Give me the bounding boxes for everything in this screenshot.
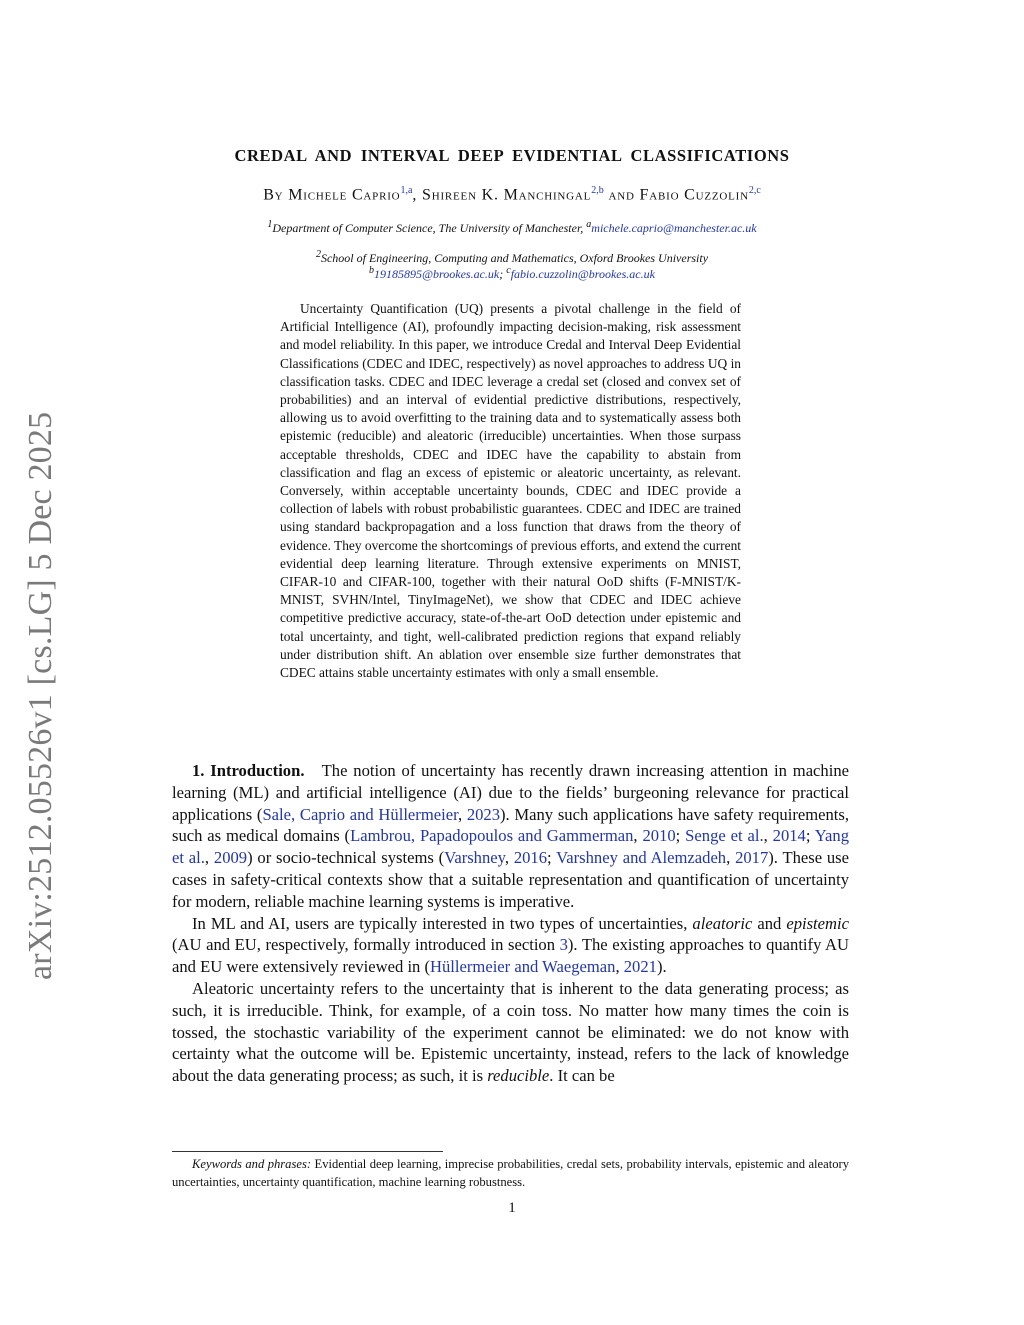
author-line: By Michele Caprio$^{1,a}$, Shireen K. Manchingal$^{2,b}$ and Fabio Cuzzolin$^{2,c}$ bbox=[263, 185, 761, 204]
citation-year-link[interactable]: 2009 bbox=[213, 848, 248, 868]
author-caprio: Michele Caprio bbox=[288, 186, 401, 204]
keywords-footnote: Keywords and phrases: Evidential deep learning, imprecise probabilities, credal sets, probability intervals, epistemic and aleatory uncertainties, uncertainty quantification, machine learning robustness. bbox=[172, 1157, 849, 1189]
citation-link[interactable]: Senge et al. bbox=[685, 826, 764, 846]
email-manchingal-link[interactable]: 19185895@brookes.ac.uk bbox=[374, 267, 500, 281]
citation-link[interactable]: Hüllermeier and Waegeman bbox=[430, 957, 616, 977]
citation-link[interactable]: Varshney bbox=[444, 848, 505, 868]
citation-year-link[interactable]: 2016 bbox=[513, 848, 548, 868]
affiliation-1: $^1$Department of Computer Science, The University of Manchester, $^a$michele.caprio@manchester.ac.uk bbox=[267, 219, 757, 235]
email-caprio-link[interactable]: michele.caprio@manchester.ac.uk bbox=[591, 221, 757, 235]
affiliation-2-emails: $^b$19185895@brookes.ac.uk; $^c$fabio.cuzzolin@brookes.ac.uk bbox=[369, 265, 655, 281]
citation-year-link[interactable]: 2014 bbox=[772, 826, 806, 846]
author-manchingal: Shireen K. Manchingal bbox=[422, 186, 592, 204]
intro-paragraph-2: In ML and AI, users are typically interested in two types of uncertainties, aleatoric and epistemic (AU and EU, respectively, formally introduced in section 3). The existing approaches to quantify AU and EU were extensively reviewed in (Hüllermeier and Waegeman, 2021). bbox=[172, 913, 849, 977]
citation-year-link[interactable]: 2023 bbox=[466, 804, 500, 824]
intro-paragraph-1: 1. Introduction. The notion of uncertainty has recently drawn increasing attention in machine learning (ML) and artificial intelligence (AI) due to the fields’ burgeoning relevance for practical applications (Sale, Caprio and Hüllermeier, 2023). Many such applications have safety requirements, such as medical domains (Lambrou, Papadopoulos and Gammerman, 2010; Senge et al., 2014; Yang et al., 2009) or socio-technical systems (Varshney, 2016; Varshney and Alemzadeh, 2017). These use cases in safety-critical contexts show that a suitable representation and quantification of uncertainty for modern, reliable machine learning systems is imperative. bbox=[172, 761, 850, 911]
paper-title: CREDAL AND INTERVAL DEEP EVIDENTIAL CLASSIFICATIONS bbox=[234, 146, 790, 165]
footnote-divider bbox=[172, 1151, 443, 1152]
arxiv-watermark: arXiv:2512.05526v1 [cs.LG] 5 Dec 2025 bbox=[22, 411, 59, 980]
citation-link[interactable]: Sale, Caprio and Hüllermeier bbox=[262, 804, 458, 824]
citation-year-link[interactable]: 2010 bbox=[642, 826, 676, 846]
citation-link[interactable]: Lambrou, Papadopoulos and Gammerman bbox=[350, 826, 634, 846]
introduction-section bbox=[172, 760, 849, 1087]
email-cuzzolin-link[interactable]: fabio.cuzzolin@brookes.ac.uk bbox=[510, 267, 655, 281]
section-heading: 1. Introduction. bbox=[192, 761, 305, 780]
section-ref-link[interactable]: 3 bbox=[559, 935, 568, 955]
intro-paragraph-3: Aleatoric uncertainty refers to the uncertainty that is inherent to the data generating process; as such, it is irreducible. Think, for example, of a coin toss. No matter how many times the coin is tossed, the stochastic variability of the experiment cannot be eliminated: we do not know with certainty what the outcome will be. Epistemic uncertainty, instead, refers to the lack of knowledge about the data generating process; as such, it is reducible. It can be bbox=[172, 978, 849, 1086]
citation-year-link[interactable]: 2021 bbox=[623, 957, 657, 977]
author-cuzzolin: Fabio Cuzzolin bbox=[639, 186, 749, 204]
affiliation-2: $^2$School of Engineering, Computing and Mathematics, Oxford Brookes University bbox=[315, 249, 709, 265]
page-number: 1 bbox=[508, 1200, 516, 1216]
citation-link[interactable]: Varshney and Alemzadeh bbox=[556, 848, 727, 868]
citation-year-link[interactable]: 2017 bbox=[735, 848, 769, 868]
abstract: Uncertainty Quantification (UQ) presents a pivotal challenge in the field of Artificial Intelligence (AI), profoundly impacting decision-making, risk assessment and model reliability. In this paper, we introduce Credal and Interval Deep Evidential Classifications (CDEC and IDEC, respectively) as novel approaches to address UQ in classification tasks. CDEC and IDEC leverage a credal set (closed and convex set of probabilities) and an interval of evidential predictive distributions, respectively, allowing us to avoid overfitting to the training data and to systematically assess both epistemic (reducible) and aleatoric (irreducible) uncertainties. When those surpass acceptable thresholds, CDEC and IDEC have the capability to abstain from classification and flag an excess of epistemic or aleatoric uncertainty, as relevant. Conversely, within acceptable uncertainty bounds, CDEC and IDEC provide a collection of labels with robust probabilistic guarantees. CDEC and IDEC are trained using standard backpropagation and a loss function that draws from the theory of evidence. They overcome the shortcomings of previous efforts, and extend the current evidential deep learning literature. Through extensive experiments on MNIST, CIFAR-10 and CIFAR-100, together with their natural OoD shifts (F-MNIST/K-MNIST, SVHN/Intel, TinyImageNet), we show that CDEC and IDEC achieve competitive predictive accuracy, state-of-the-art OoD detection under epistemic and total uncertainty, and tight, well-calibrated prediction regions that expand reliably under distribution shift. An ablation over ensemble size further demonstrates that CDEC attains stable uncertainty estimates with only a small ensemble. bbox=[280, 301, 741, 681]
citation-link[interactable]: Yang et al. bbox=[172, 826, 850, 868]
